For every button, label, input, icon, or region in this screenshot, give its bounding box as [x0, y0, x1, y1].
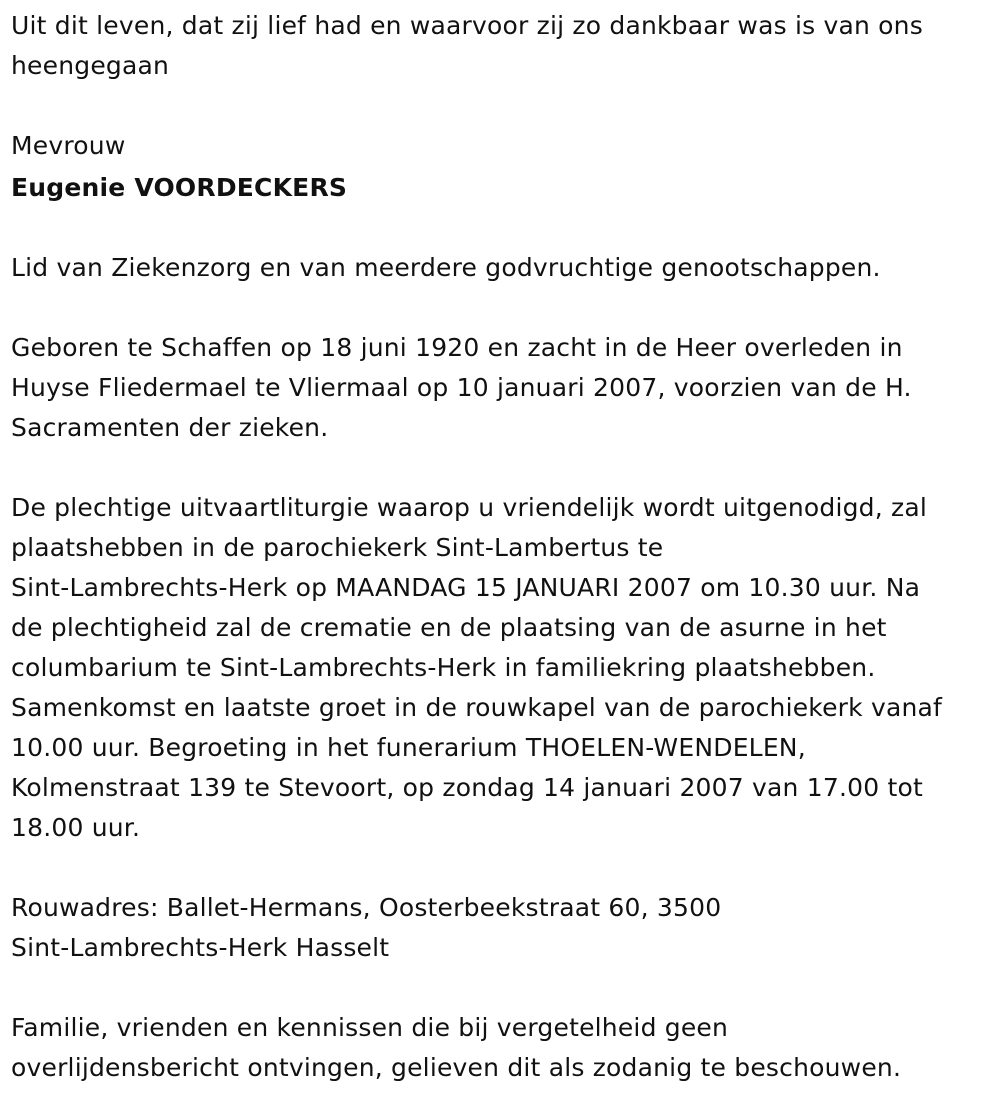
address-paragraph [11, 888, 996, 968]
notice-line: Familie, vrienden en kennissen die bij vergetelheid geen [11, 1013, 729, 1042]
ceremony-line: De plechtige uitvaartliturgie waarop u vriendelijk wordt uitgenodigd, zal [11, 493, 928, 522]
obituary-document [11, 6, 996, 1088]
spacer [11, 848, 996, 888]
intro-line: heengegaan [11, 51, 170, 80]
honorific-text: Mevrouw [11, 131, 126, 160]
birth-line: Sacramenten der zieken. [11, 413, 329, 442]
ceremony-line: Sint-Lambrechts-Herk op MAANDAG 15 JANUARI 2007 om 10.30 uur. Na [11, 573, 921, 602]
notice-paragraph [11, 1008, 996, 1088]
ceremony-paragraph [11, 488, 996, 848]
spacer [11, 448, 996, 488]
address-line: Sint-Lambrechts-Herk Hasselt [11, 933, 390, 962]
ceremony-line: 10.00 uur. Begroeting in het funerarium THOELEN-WENDELEN, [11, 733, 806, 762]
deceased-name [11, 160, 996, 216]
spacer [11, 968, 996, 1008]
spacer [11, 86, 996, 126]
ceremony-line: de plechtigheid zal de crematie en de plaatsing van de asurne in het [11, 613, 887, 642]
ceremony-line: columbarium te Sint-Lambrechts-Herk in familiekring plaatshebben. [11, 653, 876, 682]
birth-paragraph [11, 328, 996, 448]
ceremony-line: 18.00 uur. [11, 813, 141, 842]
ceremony-line: plaatshebben in de parochiekerk Sint-Lambertus te [11, 533, 664, 562]
ceremony-line: Kolmenstraat 139 te Stevoort, op zondag 14 januari 2007 van 17.00 tot [11, 773, 923, 802]
deceased-name-text: Eugenie VOORDECKERS [11, 173, 348, 202]
membership-paragraph [11, 248, 996, 288]
birth-line: Geboren te Schaffen op 18 juni 1920 en zacht in de Heer overleden in [11, 333, 903, 362]
spacer [11, 216, 996, 248]
intro-line: Uit dit leven, dat zij lief had en waarvoor zij zo dankbaar was is van ons [11, 11, 923, 40]
intro-paragraph [11, 6, 996, 86]
membership-text: Lid van Ziekenzorg en van meerdere godvruchtige genootschappen. [11, 253, 881, 282]
ceremony-line: Samenkomst en laatste groet in de rouwkapel van de parochiekerk vanaf [11, 693, 943, 722]
birth-line: Huyse Fliedermael te Vliermaal op 10 januari 2007, voorzien van de H. [11, 373, 912, 402]
spacer [11, 288, 996, 328]
address-line: Rouwadres: Ballet-Hermans, Oosterbeekstraat 60, 3500 [11, 893, 722, 922]
notice-line: overlijdensbericht ontvingen, gelieven dit als zodanig te beschouwen. [11, 1053, 902, 1082]
